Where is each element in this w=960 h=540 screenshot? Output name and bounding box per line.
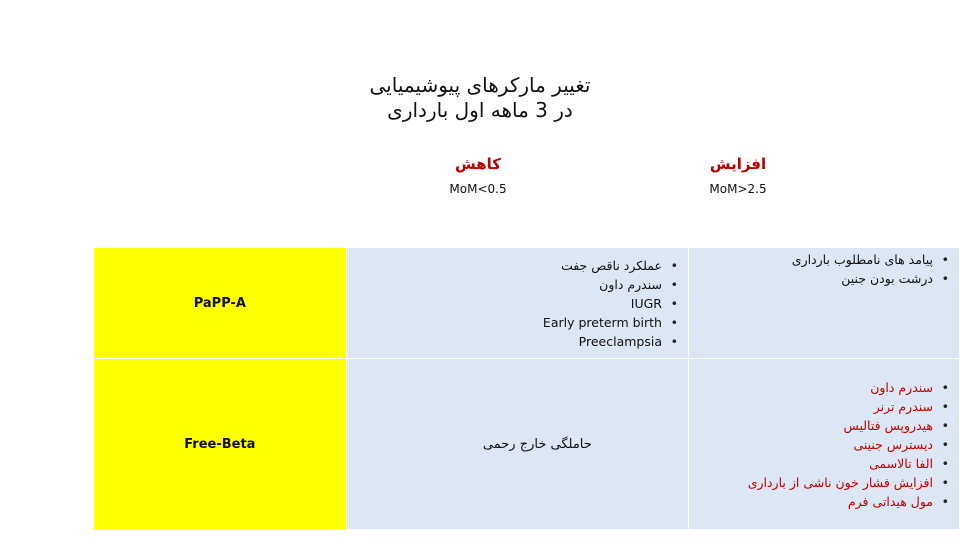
table-row [94,248,960,359]
list-item: • هیدروپس فتالیس [689,416,951,435]
marker-label-pappa: PaPP-A [94,248,347,359]
decrease-cell [346,248,688,359]
table-row [94,359,960,530]
decrease-list [347,256,688,351]
list-item: • Preeclampsia [347,332,680,351]
decrease-text: حاملگی خارج رحمی [482,436,592,452]
list-item: • درشت بودن جنین [689,269,951,288]
marker-label-free-beta: Free-Beta [94,359,347,530]
list-item: • سندرم داون [347,275,680,294]
list-item: • IUGR [347,294,680,313]
increase-cell [688,359,959,530]
list-item: • افزایش فشار خون ناشی از بارداری [689,473,951,492]
slide-title-line2: در 3 ماهه اول بارداری [387,98,573,122]
list-item: • مول هیداتی فرم [689,492,951,511]
marker-table [93,247,960,530]
list-item: • دیسترس جنینی [689,435,951,454]
increase-cell [688,248,959,359]
column-sub-increase: MoM>2.5 [709,182,767,196]
list-item: • سندرم داون [689,378,951,397]
list-item: • عملکرد ناقص جفت [347,256,680,275]
list-item: • پیامد های نامطلوب بارداری [689,250,951,269]
list-item: • سندرم ترنر [689,397,951,416]
list-item: • Early preterm birth [347,313,680,332]
increase-list [689,378,959,511]
column-sub-decrease: MoM<0.5 [449,182,507,196]
column-header-decrease: کاهش [455,155,501,173]
column-header-increase: افزایش [709,155,767,173]
list-item: • الفا تالاسمی [689,454,951,473]
slide-title-line1: تغییر مارکرهای پیوشیمیایی [369,73,591,97]
increase-list [689,250,959,288]
decrease-cell [346,359,688,530]
